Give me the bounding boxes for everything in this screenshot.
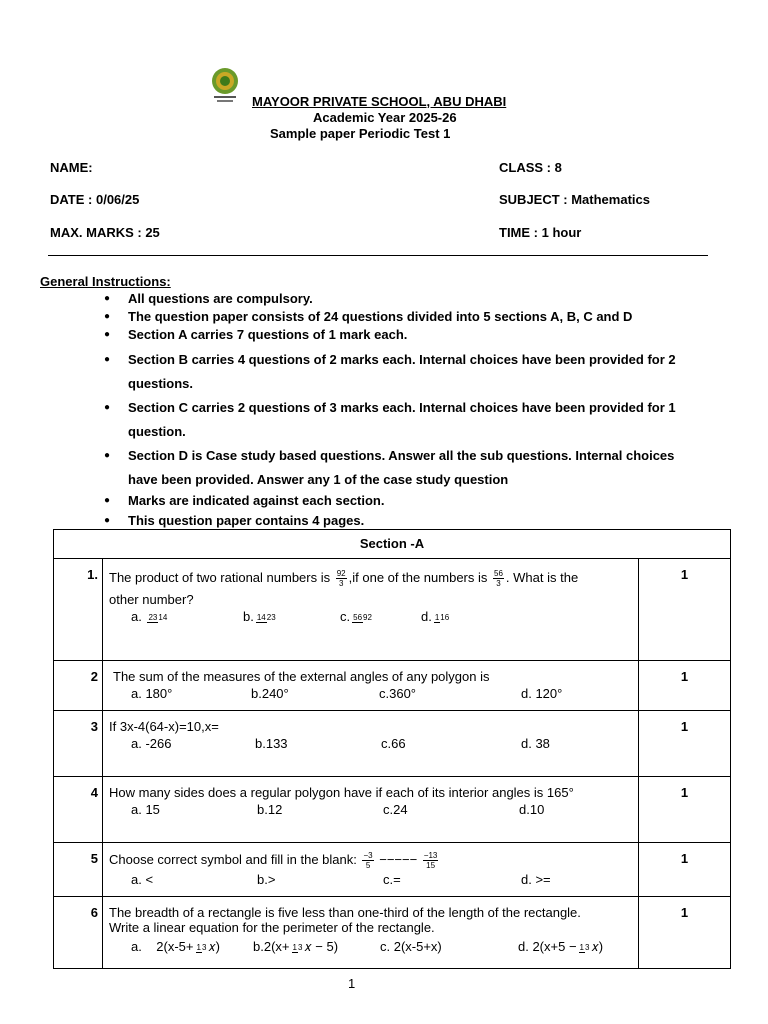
instruction-item: ● All questions are compulsory. [104, 290, 724, 308]
section-a-title: Section -A [54, 530, 731, 559]
question-marks: 1 [639, 777, 731, 843]
instruction-item: ● Section A carries 7 questions of 1 mark each. [104, 326, 724, 344]
name-label: NAME: [50, 160, 93, 175]
divider [48, 255, 708, 256]
instruction-item: ● Section B carries 4 questions of 2 marks each. Internal choices have been provided for 2 questions. [104, 348, 718, 396]
academic-year: Academic Year 2025-26 [313, 110, 457, 125]
question-table [53, 529, 731, 969]
table-row [54, 843, 731, 897]
question-text: The product of two rational numbers is $\frac{92}{3}$ ,if one of the numbers is $\frac{56}{3}$ . What is the other number? a. 2314 b. 1423 c. 5692 d. 116 [103, 559, 639, 661]
option-b: b.2(x+ 13 𝑥 − 5) [253, 939, 339, 954]
table-row [54, 777, 731, 843]
option-a: a. 2314 [131, 609, 168, 624]
instruction-item: ● This question paper contains 4 pages. [104, 512, 724, 530]
question-text: The sum of the measures of the external angles of any polygon is a. 180° b.240° c.360° d. 120° [103, 661, 639, 711]
question-marks: 1 [639, 711, 731, 777]
table-row [54, 897, 731, 969]
school-name: MAYOOR PRIVATE SCHOOL, ABU DHABI [252, 94, 507, 109]
class-label: CLASS : 8 [499, 160, 562, 175]
question-text: Choose correct symbol and fill in the blank: $\frac{-3}{5}$ −−−−− $\frac{-13}{15}$ a. < b.> c.= d. >= [103, 843, 639, 897]
option-c: c.66 [381, 736, 406, 751]
instruction-item: ● Section C carries 2 questions of 3 marks each. Internal choices have been provided for 1 question. [104, 396, 718, 444]
option-b: b.12 [257, 802, 283, 817]
fraction: $\frac{-3}{5}$ [363, 851, 373, 870]
options [131, 736, 632, 751]
instruction-item: ● The question paper consists of 24 questions divided into 5 sections A, B, C and D [104, 308, 724, 326]
option-d: d. 120° [521, 686, 563, 701]
options [131, 609, 632, 624]
question-number: 1. [54, 559, 103, 661]
option-a: a. 180° [131, 686, 173, 701]
option-c: c.= [383, 872, 401, 887]
question-marks: 1 [639, 897, 731, 969]
option-d: d.10 [519, 802, 545, 817]
option-c: c. 5692 [340, 609, 372, 624]
date-label: DATE : 0/06/25 [50, 192, 140, 207]
option-d: d. 116 [421, 609, 450, 624]
fraction: $\frac{92}{3}$ [336, 569, 346, 588]
option-a: a. -266 [131, 736, 172, 751]
question-text: How many sides does a regular polygon have if each of its interior angles is 165° a. 15 b.12 c.24 d.10 [103, 777, 639, 843]
question-text: The breadth of a rectangle is five less than one-third of the length of the rectangle. Write a linear equation for the perimeter of the rectangle. a. 2(x-5+ 13 𝑥) b.2(x+ 13 𝑥 − 5) c. 2(x-5+x) d. 2(x+5 − 13 𝑥) [103, 897, 639, 969]
options [131, 686, 632, 701]
option-d: d. 2(x+5 − 13 𝑥) [518, 939, 604, 954]
instructions-title: General Instructions: [40, 274, 171, 289]
option-a: a. < [131, 872, 154, 887]
option-c: c. 2(x-5+x) [380, 939, 442, 954]
table-row [54, 559, 731, 661]
fraction: $\frac{-13}{15}$ [423, 851, 438, 870]
paper-title: Sample paper Periodic Test 1 [270, 126, 451, 141]
option-d: d. 38 [521, 736, 550, 751]
question-marks: 1 [639, 559, 731, 661]
options [131, 939, 632, 955]
question-number: 6 [54, 897, 103, 969]
question-marks: 1 [639, 661, 731, 711]
option-b: b. 1423 [243, 609, 276, 624]
instruction-item: ● Section D is Case study based questions. Answer all the sub questions. Internal choices have been provided. Answer any 1 of the case study question [104, 444, 688, 492]
subject-label: SUBJECT : Mathematics [499, 192, 650, 207]
question-marks: 1 [639, 843, 731, 897]
options [131, 802, 632, 817]
question-text: If 3x-4(64-x)=10,x= a. -266 b.133 c.66 d. 38 [103, 711, 639, 777]
instructions-list [104, 290, 724, 530]
options [131, 872, 632, 887]
option-b: b.133 [255, 736, 288, 751]
question-number: 3 [54, 711, 103, 777]
table-row [54, 661, 731, 711]
option-a: a. 2(x-5+ 13 𝑥) [131, 939, 220, 954]
school-logo [208, 66, 242, 106]
question-number: 4 [54, 777, 103, 843]
page-number: 1 [348, 976, 356, 991]
question-number: 5 [54, 843, 103, 897]
max-marks-label: MAX. MARKS : 25 [50, 225, 160, 240]
option-a: a. 15 [131, 802, 160, 817]
instruction-item: ● Marks are indicated against each section. [104, 492, 724, 510]
option-c: c.360° [379, 686, 417, 701]
time-label: TIME : 1 hour [499, 225, 582, 240]
option-b: b.240° [251, 686, 289, 701]
question-number: 2 [54, 661, 103, 711]
option-b: b.> [257, 872, 276, 887]
fraction: $\frac{56}{3}$ [494, 569, 503, 588]
table-row [54, 711, 731, 777]
option-d: d. >= [521, 872, 551, 887]
option-c: c.24 [383, 802, 408, 817]
